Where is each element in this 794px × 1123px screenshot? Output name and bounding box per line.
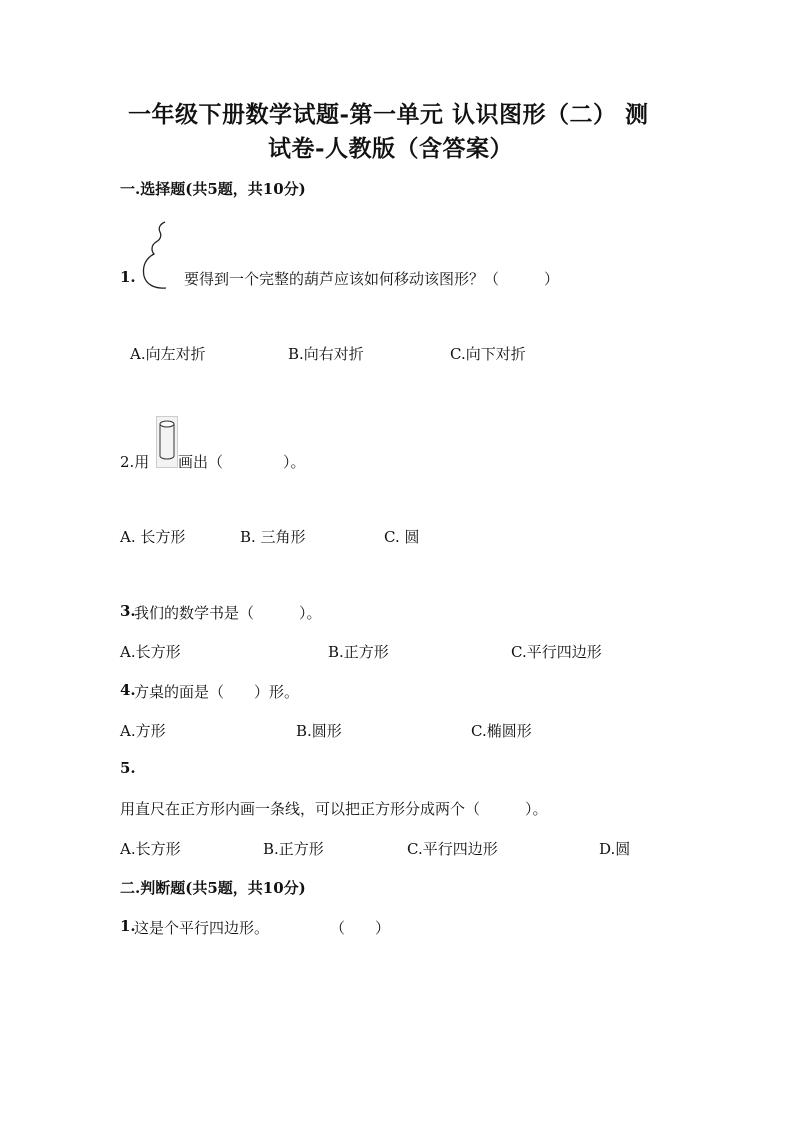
question-1-option-c: C.向下对折 [450, 345, 526, 363]
question-2-option-b: B. 三角形 [240, 528, 306, 546]
document-title-line2: 试卷-人教版（含答案） [268, 135, 514, 162]
question-3-text: 我们的数学书是（ ）。 [134, 604, 322, 622]
judgement-1-blank: （ ） [330, 919, 391, 937]
question-1-number: 1. [120, 268, 136, 286]
question-1-text: 要得到一个完整的葫芦应该如何移动该图形？（ ） [184, 270, 560, 288]
question-4-option-c: C.椭圆形 [471, 722, 532, 740]
question-4-option-a: A.方形 [120, 722, 166, 740]
question-4-text: 方桌的面是（ ）形。 [134, 683, 300, 701]
question-3-option-a: A.长方形 [120, 643, 181, 661]
section-heading-judgement: 二.判断题(共5题，共10分) [120, 879, 306, 897]
question-1-option-b: B.向右对折 [288, 345, 364, 363]
question-2-option-a: A. 长方形 [120, 528, 186, 546]
question-5-option-b: B.正方形 [263, 840, 324, 858]
judgement-1-text: 这是个平行四边形。 [134, 919, 270, 937]
question-2-suffix: 画出（ ）。 [178, 453, 306, 471]
question-5-option-a: A.长方形 [120, 840, 181, 858]
question-3-number: 3. [120, 602, 136, 620]
question-5-number: 5. [120, 759, 136, 777]
question-2-prefix: 2.用 [120, 453, 150, 471]
question-5-text: 用直尺在正方形内画一条线，可以把正方形分成两个（ ）。 [120, 800, 548, 818]
half-gourd-image [138, 220, 172, 292]
question-2-option-c: C. 圆 [384, 528, 420, 546]
question-1-option-a: A.向左对折 [130, 345, 206, 363]
question-3-option-b: B.正方形 [328, 643, 389, 661]
question-4-number: 4. [120, 681, 136, 699]
question-3-option-c: C.平行四边形 [511, 643, 602, 661]
question-5-option-c: C.平行四边形 [407, 840, 498, 858]
cylinder-image [156, 416, 178, 468]
section-heading-choice: 一.选择题(共5题，共10分) [120, 180, 306, 198]
document-title-line1: 一年级下册数学试题-第一单元 认识图形（二） 测 [128, 101, 649, 128]
question-5-option-d: D.圆 [599, 840, 631, 858]
question-4-option-b: B.圆形 [296, 722, 342, 740]
judgement-1-number: 1. [120, 917, 136, 935]
